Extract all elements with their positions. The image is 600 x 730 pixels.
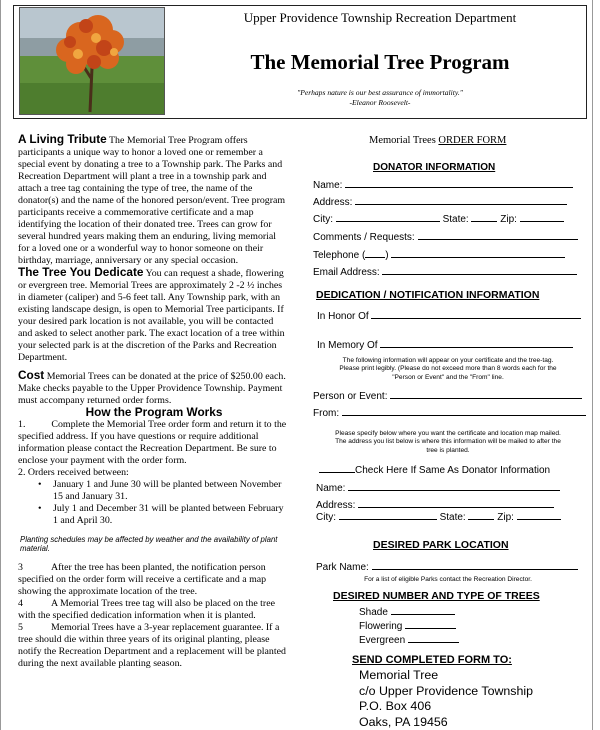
notify-name-row: Name:: [316, 481, 560, 494]
telephone-field[interactable]: [391, 248, 565, 258]
email-row: Email Address:: [313, 265, 577, 278]
form-title: Memorial Trees ORDER FORM: [369, 135, 507, 146]
donator-zip-field[interactable]: [520, 212, 564, 222]
mailing-note: Please specify below where you want the certificate and location map mailed. The address you list below is where this information will be mailed to after the tree is planted.: [335, 430, 561, 454]
donator-city-field[interactable]: [336, 212, 440, 222]
memory-row: In Memory Of: [317, 338, 573, 351]
park-name-row: Park Name:: [316, 560, 578, 573]
flowering-quantity-field[interactable]: [405, 619, 456, 629]
program-description: [18, 134, 290, 669]
step-1: 1. Complete the Memorial Tree order form and return it to the specified address. If you have questions or require additional information please contact the Recreation Department. Be sure to enclose your payment with the order form.: [18, 418, 287, 466]
living-tribute-heading: A Living Tribute: [18, 132, 107, 146]
page-title: The Memorial Tree Program: [250, 50, 510, 74]
step-4: 4 A Memorial Trees tree tag will also be placed on the tree with the specified dedication information when it is planted.: [18, 597, 275, 621]
park-name-field[interactable]: [372, 560, 578, 570]
donator-address-row: Address:: [313, 195, 567, 208]
address-line-1: Memorial Tree: [359, 668, 439, 682]
cost-paragraph: Cost Memorial Trees can be donated at the price of $250.00 each. Make checks payable to the Upper Providence Township. Payment must accompany returned order forms.: [18, 368, 286, 407]
bullet-1: • January 1 and June 30 will be planted between November 15 and January 31.: [38, 478, 282, 502]
notify-address-row: Address:: [316, 498, 554, 511]
quote-author: -Eleanor Roosevelt-: [349, 98, 411, 107]
notify-name-field[interactable]: [348, 481, 560, 491]
notify-zip-field[interactable]: [517, 510, 561, 520]
honor-field[interactable]: [371, 309, 581, 319]
comments-field[interactable]: [418, 230, 578, 240]
cost-heading: Cost: [18, 368, 45, 383]
donator-city-row: City: State: Zip:: [313, 212, 564, 225]
from-field[interactable]: [342, 406, 586, 416]
send-heading: SEND COMPLETED FORM TO:: [352, 654, 512, 666]
dedicate-paragraph: The Tree You Dedicate You can request a shade, flowering or evergreen tree. Memorial Trees are approximately 2 -2 ½ inches in diameter (caliper) and 5-6 feet tall. Any Township park, with an existing landscape design, is open to Memorial Tree participants. If your desired park location is not available, you will be contacted and asked to select another park. The exact location of a tree within your selected park is at the discretion of the Parks and Recreation Department.: [18, 265, 285, 364]
bullet-2: • July 1 and December 31 will be planted between February 1 and April 30.: [38, 502, 284, 526]
same-as-donator-row: Check Here If Same As Donator Information: [319, 463, 550, 476]
notify-address-field[interactable]: [358, 498, 554, 508]
shade-row: Shade: [359, 605, 455, 618]
person-event-field[interactable]: [390, 389, 582, 399]
address-line-2: c/o Upper Providence Township: [359, 683, 534, 698]
step-3: 3 After the tree has been planted, the notification person specified on the order form will receive a certificate and a map showing the approximate location of the tree.: [18, 561, 267, 597]
evergreen-row: Evergreen: [359, 633, 459, 646]
dedicate-heading: The Tree You Dedicate: [18, 265, 144, 280]
park-heading: DESIRED PARK LOCATION: [373, 539, 509, 551]
donator-name-row: Name:: [313, 178, 573, 191]
address-line-4: Oaks, PA 19456: [359, 714, 448, 729]
memory-field[interactable]: [380, 338, 573, 348]
email-field[interactable]: [382, 265, 577, 275]
notify-city-field[interactable]: [339, 510, 437, 520]
trees-heading: DESIRED NUMBER AND TYPE OF TREES: [333, 590, 540, 602]
same-as-donator-check[interactable]: [319, 463, 355, 473]
donator-heading: DONATOR INFORMATION: [373, 162, 496, 173]
telephone-area-field[interactable]: [365, 248, 385, 258]
from-row: From:: [313, 406, 586, 419]
flowering-row: Flowering: [359, 619, 456, 632]
notify-state-field[interactable]: [468, 510, 494, 520]
step-5: 5 Memorial Trees have a 3-year replacement guarantee. If a tree should die within three years of its original planting, please notify the Recreation Department and a replacement will be planted during the next available planting season.: [18, 621, 286, 669]
step-2: 2. Orders received between:: [18, 466, 129, 478]
quote: [180, 88, 580, 108]
comments-row: Comments / Requests:: [313, 230, 578, 243]
shade-quantity-field[interactable]: [391, 605, 455, 615]
telephone-row: Telephone ( ): [313, 248, 565, 261]
living-tribute-paragraph: A Living Tribute The Memorial Tree Program offers participants a unique way to honor a loved one or remember a special event by donating a tree to a Township park. The Parks and Recreation Department will plant a tree in a township park and attach a tree tag containing the type of tree, the name of the donator(s) and the name of the honored person/event. Tree program participants receive a commemorative certificate and a map identifying the location of their donated tree. Trees can grow for several hundred years making them an enduring, living memorial for a loved one or a wonderful way to honor someone on their birthday, marriage, anniversary or any special occasion.: [18, 132, 286, 266]
park-note: For a list of eligible Parks contact the Recreation Director.: [364, 576, 532, 583]
dedication-heading: DEDICATION / NOTIFICATION INFORMATION: [316, 289, 540, 301]
honor-row: In Honor Of: [317, 309, 581, 322]
person-event-row: Person or Event:: [313, 389, 582, 402]
donator-address-field[interactable]: [355, 195, 567, 205]
evergreen-quantity-field[interactable]: [408, 633, 459, 643]
how-heading: How the Program Works: [85, 404, 223, 419]
mailing-address: [359, 668, 533, 730]
department-name: Upper Providence Township Recreation Department: [243, 10, 517, 25]
notify-city-row: City: State: Zip:: [316, 510, 561, 523]
address-line-3: P.O. Box 406: [359, 699, 432, 713]
tree-photo: [19, 7, 165, 115]
schedule-note: Planting schedules may be affected by weather and the availability of plant material.: [20, 534, 278, 553]
certificate-note: The following information will appear on your certificate and the tree-tag. Please print legibly. (Please do not exceed more than 8 words each for the "Person or Event" and the "From" line.: [339, 357, 557, 381]
donator-state-field[interactable]: [471, 212, 497, 222]
quote-text: "Perhaps nature is our best assurance of immortality.": [297, 88, 463, 97]
donator-name-field[interactable]: [345, 178, 573, 188]
